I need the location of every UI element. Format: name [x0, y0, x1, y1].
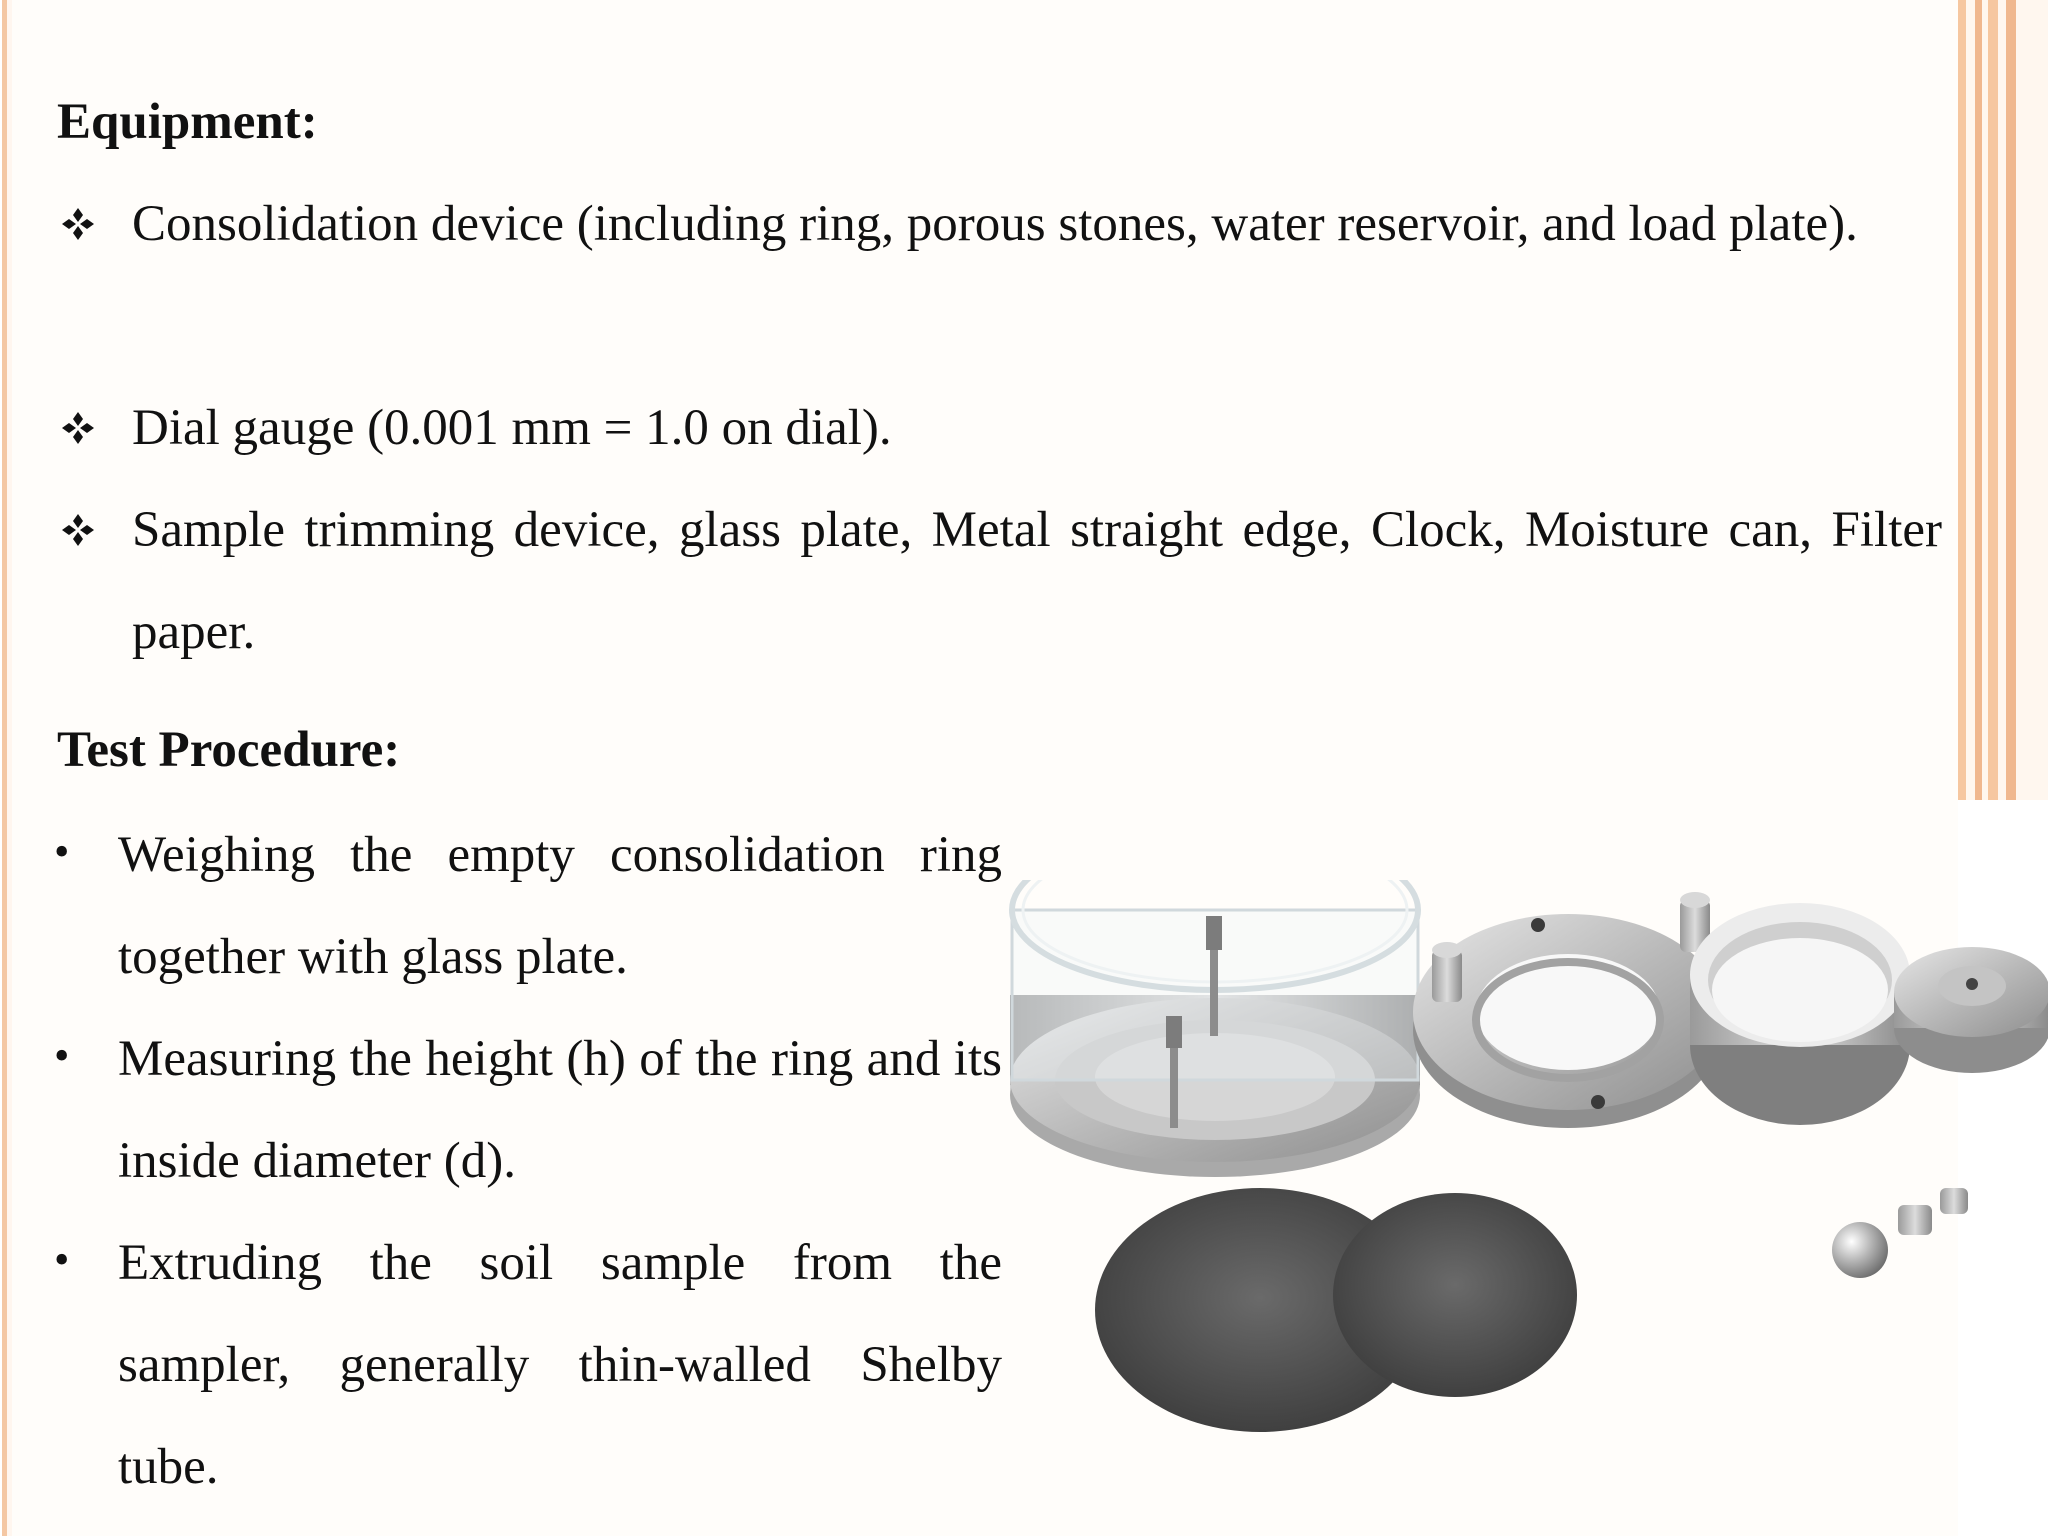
right-stripe-decoration	[1958, 0, 2048, 800]
procedure-step-3: Extruding the soil sample from the sampler, generally thin-walled Shelby tube.	[118, 1235, 1002, 1495]
diamond-bullet-icon	[60, 410, 96, 446]
diamond-bullet-icon	[60, 512, 96, 548]
left-border-decoration	[0, 0, 12, 1536]
procedure-step-2: Measuring the height (h) of the ring and its inside diameter (d).	[118, 1031, 1002, 1189]
round-bullet-icon: •	[54, 1031, 70, 1080]
equipment-item-2: Dial gauge (0.001 mm = 1.0 on dial).	[132, 400, 892, 456]
procedure-step-1: Weighing the empty consolidation ring together with glass plate.	[118, 827, 1002, 985]
consolidation-equipment-photo	[1000, 880, 2048, 1440]
round-bullet-icon: •	[54, 1235, 70, 1284]
equipment-heading: Equipment:	[57, 94, 318, 150]
equipment-item-1: Consolidation device (including ring, porous stones, water reservoir, and load plate).	[132, 196, 1858, 252]
round-bullet-icon: •	[54, 827, 70, 876]
procedure-heading: Test Procedure:	[57, 722, 401, 778]
equipment-item-3: Sample trimming device, glass plate, Metal straight edge, Clock, Moisture can, Filter paper.	[132, 502, 1942, 660]
diamond-bullet-icon	[60, 206, 96, 242]
